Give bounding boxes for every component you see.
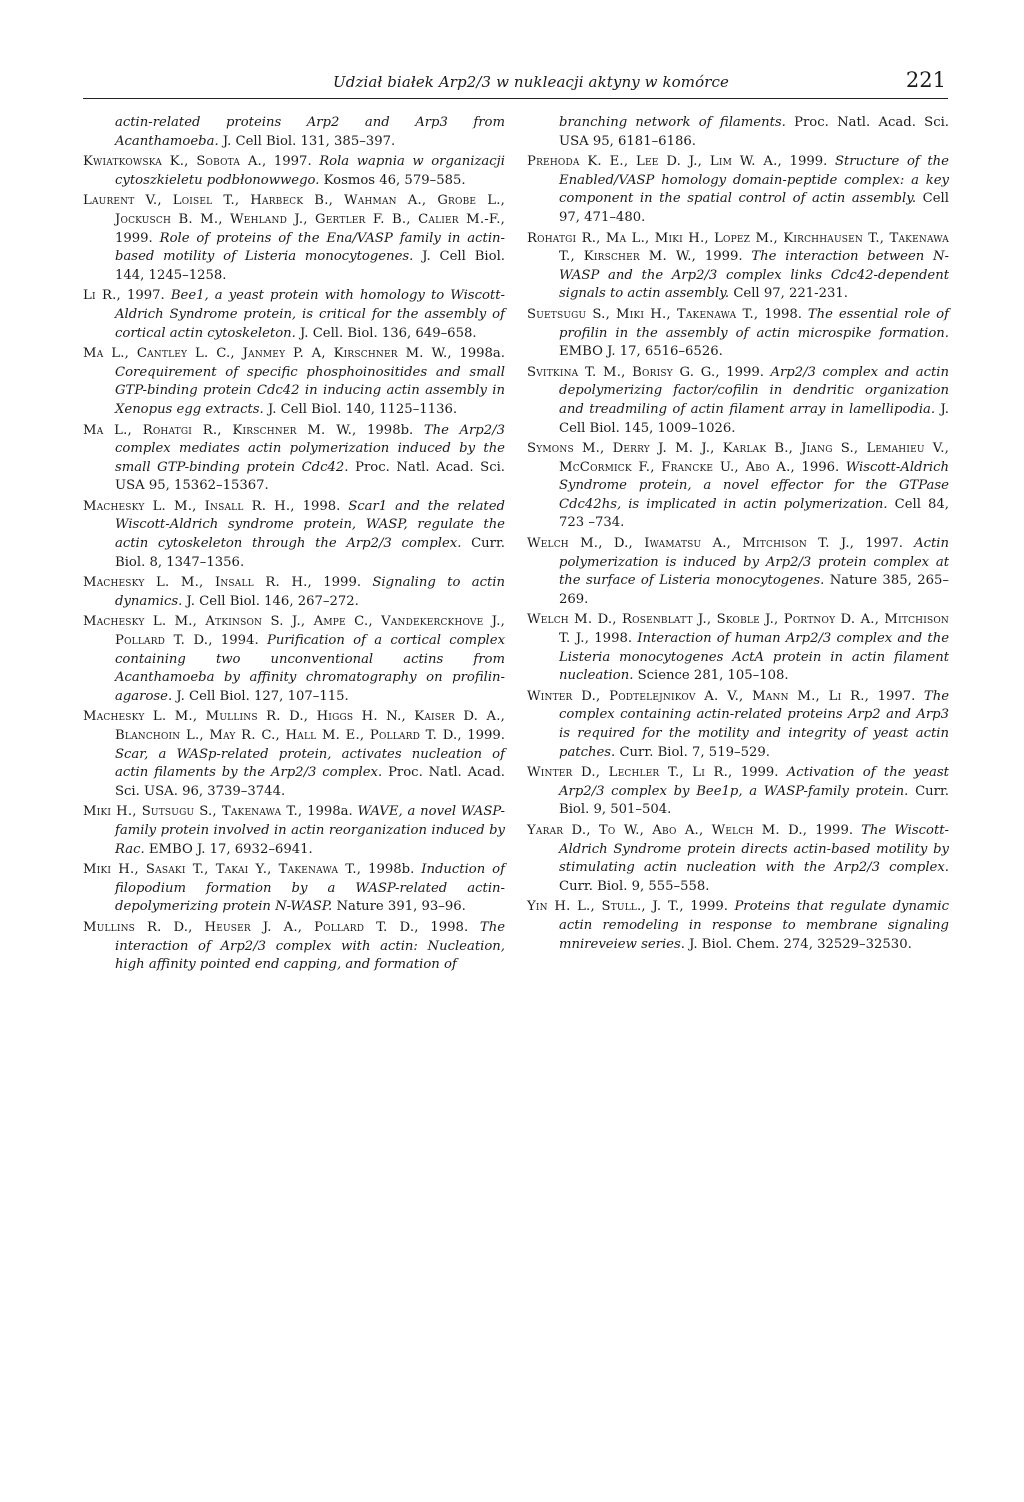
reference-year: 1999. xyxy=(726,364,765,380)
reference-entry xyxy=(83,613,505,706)
reference-entry xyxy=(83,153,505,190)
reference-title: Scar, a WASp-related protein, activates nucleation of actin filaments by the Arp2/3 complex. xyxy=(115,746,505,781)
reference-authors: Machesky L. M., Atkinson S. J., Ampe C., Vandekerckhove J., Pollard T. D., xyxy=(83,614,505,649)
reference-entry xyxy=(83,192,505,285)
running-title: Udział białek Arp2/3 w nukleacji aktyny w komórce xyxy=(333,73,729,91)
reference-source: Cell 97, 221-231. xyxy=(733,286,848,302)
reference-entry xyxy=(527,114,949,151)
reference-authors: Winter D., Podtelejnikov A. V., Mann M., Li R., xyxy=(527,688,870,704)
reference-source: Curr. Biol. 9, 501–504. xyxy=(559,783,949,818)
reference-entry xyxy=(83,708,505,801)
reference-title: Rola wapnia w organizacji cytoszkieletu podbłonowwego. xyxy=(115,154,505,188)
reference-year: 1999. xyxy=(704,249,743,265)
reference-title: The Arp2/3 complex mediates actin polymerization induced by the small GTP-binding protein Cdc42. xyxy=(115,422,505,475)
reference-authors: Laurent V., Loisel T., Harbeck B., Wahman A., Grobe L., Jockusch B. M., Wehland J., Gertler F. B., Calier M.-F., xyxy=(83,193,505,227)
reference-authors: Machesky L. M., Insall R. H., xyxy=(83,575,312,591)
reference-entry xyxy=(83,803,505,859)
reference-year: 1998. xyxy=(764,306,802,322)
reference-entry xyxy=(83,345,505,419)
reference-authors: Rohatgi R., Ma L., Miki H., Lopez M., Kirchhausen T., Takenawa T., Kirscher M. W., xyxy=(527,230,949,265)
reference-year: 1997. xyxy=(877,688,916,704)
reference-title: branching network of filaments. xyxy=(559,115,786,130)
reference-year: 1999. xyxy=(467,728,505,743)
reference-year: 1998. xyxy=(430,919,469,935)
reference-entry xyxy=(83,114,505,151)
reference-source: J. Cell Biol. 146, 267–272. xyxy=(186,593,359,609)
reference-title: Structure of the Enabled/VASP homology domain-peptide complex: a key component in the spatial control of actin assembly. xyxy=(559,154,949,207)
reference-authors: Ma L., Rohatgi R., Kirschner M. W., xyxy=(83,422,357,438)
reference-source: Proc. Natl. Acad. Sci. USA 95, 15362–15367. xyxy=(115,459,505,494)
reference-entry xyxy=(83,861,505,917)
reference-title: Role of proteins of the Ena/VASP family in actin-based motility of Listeria monocytogenes. xyxy=(115,230,505,265)
reference-source: Cell 97, 471–480. xyxy=(559,191,949,225)
reference-entry xyxy=(527,364,949,438)
page-number: 221 xyxy=(905,68,946,92)
reference-source: Curr. Biol. 8, 1347–1356. xyxy=(115,536,505,570)
reference-source: J. Cell. Biol. 136, 649–658. xyxy=(300,325,477,341)
reference-title: Signaling to actin dynamics. xyxy=(115,575,505,609)
reference-entry xyxy=(527,230,949,304)
reference-source: Kosmos 46, 579–585. xyxy=(323,172,466,188)
reference-title: The complex containing actin-related proteins Arp2 and Arp3 is required for the motility and integrity of yeast actin patches. xyxy=(559,688,949,760)
reference-entry xyxy=(83,287,505,343)
reference-entry xyxy=(527,153,949,227)
reference-entry xyxy=(83,574,505,611)
reference-year: 1997. xyxy=(865,536,903,552)
reference-entry xyxy=(527,898,949,954)
reference-authors: Ma L., Cantley L. C., Janmey P. A, Kirschner M. W., xyxy=(83,346,452,362)
reference-year: 1997. xyxy=(126,288,165,304)
reference-year: 1998a. xyxy=(307,804,353,820)
reference-title: Induction of filopodium formation by a WASP-related actin-depolymerizing protein N-WASP. xyxy=(115,862,505,915)
reference-column-right xyxy=(527,114,949,956)
reference-title: The interaction between N-WASP and the Arp2/3 complex links Cdc42-dependent signals to actin assembly. xyxy=(559,249,949,302)
reference-authors: Winter D., Lechler T., Li R., xyxy=(527,765,733,781)
reference-source: Nature 391, 93–96. xyxy=(336,899,466,915)
reference-source: Proc. Natl. Acad. Sci. USA 95, 6181–6186. xyxy=(559,115,949,149)
reference-source: Science 281, 105–108. xyxy=(637,668,789,684)
reference-title: WAVE, a novel WASP-family protein involved in actin reorganization induced by Rac. xyxy=(115,804,505,857)
reference-authors: Welch M. D., Rosenblatt J., Skoble J., Portnoy D. A., Mitchison T. J., xyxy=(527,612,949,647)
reference-authors: Li R., xyxy=(83,288,121,304)
reference-authors: Mullins R. D., Heuser J. A., Pollard T. D., xyxy=(83,919,419,935)
reference-authors: Kwiatkowska K., Sobota A., xyxy=(83,154,267,170)
reference-entry xyxy=(527,764,949,820)
reference-source: EMBO J. 17, 6516–6526. xyxy=(559,344,723,360)
reference-title: Proteins that regulate dynamic actin remodeling in response to membrane signaling mnireveiew series. xyxy=(559,899,949,952)
reference-source: J. Cell Biol. 127, 107–115. xyxy=(176,688,349,704)
reference-entry xyxy=(83,498,505,572)
reference-column-left xyxy=(83,114,505,977)
reference-year: 1999. xyxy=(115,230,153,246)
reference-year: 1998b. xyxy=(367,422,414,438)
reference-year: 1999. xyxy=(323,575,362,591)
reference-title: The essential role of profilin in the assembly of actin microspike formation. xyxy=(559,306,949,341)
reference-source: J. Cell Biol. 145, 1009–1026. xyxy=(559,401,949,436)
reference-source: J. Cell Biol. 131, 385–397. xyxy=(222,133,396,149)
reference-authors: Miki H., Sasaki T., Takai Y., Takenawa T., xyxy=(83,862,362,878)
reference-authors: Yarar D., To W., Abo A., Welch M. D., xyxy=(527,822,808,838)
reference-authors: Machesky L. M., Mullins R. D., Higgs H. N., Kaiser D. A., Blanchoin L., May R. C., Hall M. E., Pollard T. D., xyxy=(83,709,505,743)
reference-title: Activation of the yeast Arp2/3 complex by Bee1p, a WASP-family protein. xyxy=(559,765,949,799)
reference-source: Cell 84, 723 –734. xyxy=(559,496,949,531)
reference-title: Purification of a cortical complex containing two unconventional actins from Acanthamoeba by affinity chromatography on profilin-agarose. xyxy=(115,633,506,704)
reference-authors: Yin H. L., Stull., J. T., xyxy=(527,899,684,915)
reference-authors: Welch M., D., Iwamatsu A., Mitchison T. J., xyxy=(527,536,855,552)
reference-entry xyxy=(527,688,949,762)
reference-year: 1997. xyxy=(273,154,312,170)
reference-entry xyxy=(83,919,505,975)
reference-entry xyxy=(527,535,949,609)
reference-authors: Prehoda K. E., Lee D. J., Lim W. A., xyxy=(527,154,782,170)
reference-title: Arp2/3 complex and actin depolymerizing factor/cofilin in dendritic organization and treadmiling of actin filament array in lamellipodia. xyxy=(559,364,950,417)
reference-source: J. Biol. Chem. 274, 32529–32530. xyxy=(689,936,912,952)
reference-title: Corequirement of specific phosphoinositides and small GTP-binding protein Cdc42 in inducing actin assembly in Xenopus egg extracts. xyxy=(115,364,505,417)
reference-title: The interaction of Arp2/3 complex with actin: Nucleation, high affinity pointed end capping, and formation of xyxy=(115,919,506,973)
reference-entry xyxy=(527,611,949,685)
reference-source: J. Cell Biol. 144, 1245–1258. xyxy=(115,249,505,283)
reference-year: 1999. xyxy=(740,765,779,781)
reference-authors: Miki H., Sutsugu S., Takenawa T., xyxy=(83,804,303,820)
reference-authors: Machesky L. M., Insall R. H., xyxy=(83,498,295,514)
reference-entry xyxy=(527,306,949,362)
reference-source: Proc. Natl. Acad. Sci. USA. 96, 3739–3744. xyxy=(115,765,505,799)
reference-year: 1998a. xyxy=(459,346,505,362)
reference-year: 1994. xyxy=(220,633,259,649)
reference-authors: Suetsugu S., Miki H., Takenawa T., xyxy=(527,306,759,322)
reference-year: 1996. xyxy=(801,459,840,475)
reference-title: actin-related proteins Arp2 and Arp3 from Acanthamoeba. xyxy=(115,115,505,149)
reference-title: Actin polymerization is induced by Arp2/3 protein complex at the surface of Listeria monocytogenes. xyxy=(559,536,949,589)
reference-source: Curr. Biol. 9, 555–558. xyxy=(559,878,710,894)
reference-title: Bee1, a yeast protein with homology to Wiscott-Aldrich Syndrome protein, is critical for the assembly of cortical actin cytoskeleton. xyxy=(115,288,505,341)
reference-entry xyxy=(527,822,949,896)
reference-year: 1998b. xyxy=(368,862,415,878)
running-header xyxy=(83,70,948,99)
reference-source: Nature 385, 265–269. xyxy=(559,573,949,607)
reference-title: Interaction of human Arp2/3 complex and the Listeria monocytogenes ActA protein in actin filament nucleation. xyxy=(559,631,950,684)
reference-source: EMBO J. 17, 6932–6941. xyxy=(148,841,313,857)
reference-title: Wiscott-Aldrich Syndrome protein, a novel effector for the GTPase Cdc42hs, is implicated in actin polymerization. xyxy=(559,459,949,512)
reference-title: The Wiscott-Aldrich Syndrome protein directs actin-based motility by stimulating actin nucleation with the Arp2/3 complex. xyxy=(559,822,950,876)
reference-source: Curr. Biol. 7, 519–529. xyxy=(619,744,770,760)
reference-entry xyxy=(527,440,949,533)
reference-year: 1998. xyxy=(302,498,341,514)
reference-year: 1999. xyxy=(815,822,854,838)
reference-year: 1998. xyxy=(594,631,633,647)
reference-authors: Svitkina T. M., Borisy G. G., xyxy=(527,364,720,380)
reference-source: J. Cell Biol. 140, 1125–1136. xyxy=(267,401,458,417)
reference-year: 1999. xyxy=(690,899,728,915)
reference-year: 1999. xyxy=(789,154,828,170)
reference-entry xyxy=(83,422,505,496)
reference-title: Scar1 and the related Wiscott-Aldrich syndrome protein, WASP, regulate the actin cytoskeleton through the Arp2/3 complex. xyxy=(115,498,505,552)
reference-authors: Symons M., Derry J. M. J., Karlak B., Jiang S., Lemahieu V., McCormick F., Francke U., Abo A., xyxy=(527,441,949,475)
